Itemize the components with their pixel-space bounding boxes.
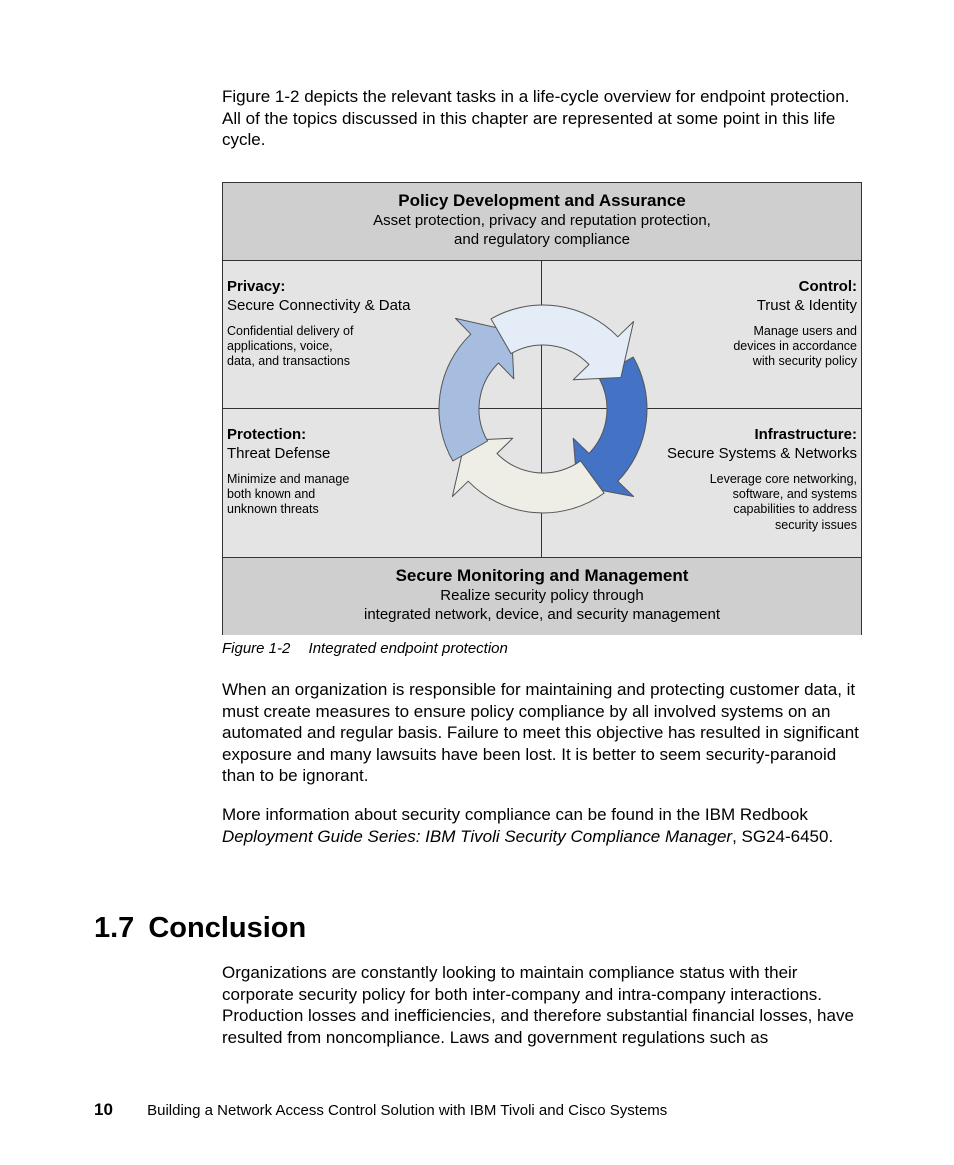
control-quadrant [557, 277, 857, 370]
monitoring-band-line2: integrated network, device, and security management [363, 606, 721, 623]
control-desc-line: Manage users and [753, 324, 857, 338]
section-heading [94, 908, 306, 948]
protection-description [227, 472, 527, 518]
infrastructure-desc-line: security issues [775, 517, 857, 532]
policy-band-line1: Asset protection, privacy and reputation protection, [373, 212, 711, 229]
protection-quadrant [227, 425, 527, 518]
monitoring-band-title: Secure Monitoring and Management [395, 566, 689, 585]
control-subtitle: Trust & Identity [756, 297, 857, 314]
redbook-title: Deployment Guide Series: IBM Tivoli Security Compliance Manager [222, 826, 733, 846]
privacy-subtitle: Secure Connectivity & Data [227, 297, 411, 314]
protection-title: Protection: [227, 426, 307, 443]
figure-caption-number: Figure 1-2 [222, 640, 291, 657]
page-footer [94, 1100, 667, 1120]
policy-band [223, 183, 861, 261]
privacy-desc-line: data, and transactions [227, 354, 350, 369]
redbook-text-after: , SG24-6450. [732, 826, 834, 846]
policy-band-title: Policy Development and Assurance [398, 191, 686, 210]
infrastructure-description [557, 472, 857, 533]
protection-desc-line: unknown threats [227, 502, 319, 517]
privacy-desc-line: applications, voice, [227, 339, 333, 354]
control-desc-line: with security policy [752, 354, 857, 369]
monitoring-band [223, 557, 861, 635]
redbook-text-before: More information about security compliance can be found in the IBM Redbook [222, 805, 808, 824]
quadrant-divider-horizontal [223, 408, 861, 409]
protection-subtitle: Threat Defense [227, 445, 331, 462]
infrastructure-subtitle: Secure Systems & Networks [666, 445, 857, 462]
protection-desc-line: Minimize and manage [227, 472, 350, 486]
control-description [557, 324, 857, 370]
infrastructure-desc-line: Leverage core networking, [709, 472, 857, 486]
figure-caption-text: Integrated endpoint protection [308, 640, 508, 657]
figure-caption [222, 640, 508, 657]
intro-paragraph: Figure 1-2 depicts the relevant tasks in a life-cycle overview for endpoint protection. All of the topics discussed in this chapter are represented at some point in this life cycle. [222, 87, 850, 150]
quadrant-divider-vertical [541, 261, 542, 557]
section-title: Conclusion [148, 912, 307, 944]
infrastructure-title: Infrastructure: [754, 426, 857, 443]
page-number: 10 [94, 1100, 113, 1119]
conclusion-paragraph: Organizations are constantly looking to maintain compliance status with their corporate security policy for both inter-company and intra-company interactions. Production losses and inefficiencies, and therefore substantial financial losses, have resulted from noncompliance. Laws and government regulations such as [222, 963, 854, 1047]
monitoring-band-line1: Realize security policy through [440, 587, 644, 604]
infrastructure-desc-line: capabilities to address [733, 502, 857, 517]
book-title: Building a Network Access Control Solution with IBM Tivoli and Cisco Systems [147, 1102, 668, 1119]
privacy-title: Privacy: [227, 278, 286, 295]
infrastructure-quadrant [557, 425, 857, 533]
lifecycle-figure [222, 182, 862, 635]
control-title: Control: [798, 278, 857, 295]
policy-band-line2: and regulatory compliance [454, 231, 630, 248]
control-desc-line: devices in accordance [733, 339, 857, 354]
section-number: 1.7 [94, 912, 135, 944]
privacy-desc-line: Confidential delivery of [227, 324, 354, 338]
protection-desc-line: both known and [227, 487, 316, 502]
privacy-description [227, 324, 527, 370]
compliance-paragraph: When an organization is responsible for maintaining and protecting customer data, it must create measures to ensure policy compliance by all involved systems on an automated and regular basis. Failure to meet this objective has resulted in significant exposure and many lawsuits have been lost. It is better to seem security-paranoid than to be ignorant. [222, 680, 859, 786]
infrastructure-desc-line: software, and systems [732, 487, 857, 502]
redbook-paragraph [222, 804, 862, 847]
privacy-quadrant [227, 277, 527, 370]
